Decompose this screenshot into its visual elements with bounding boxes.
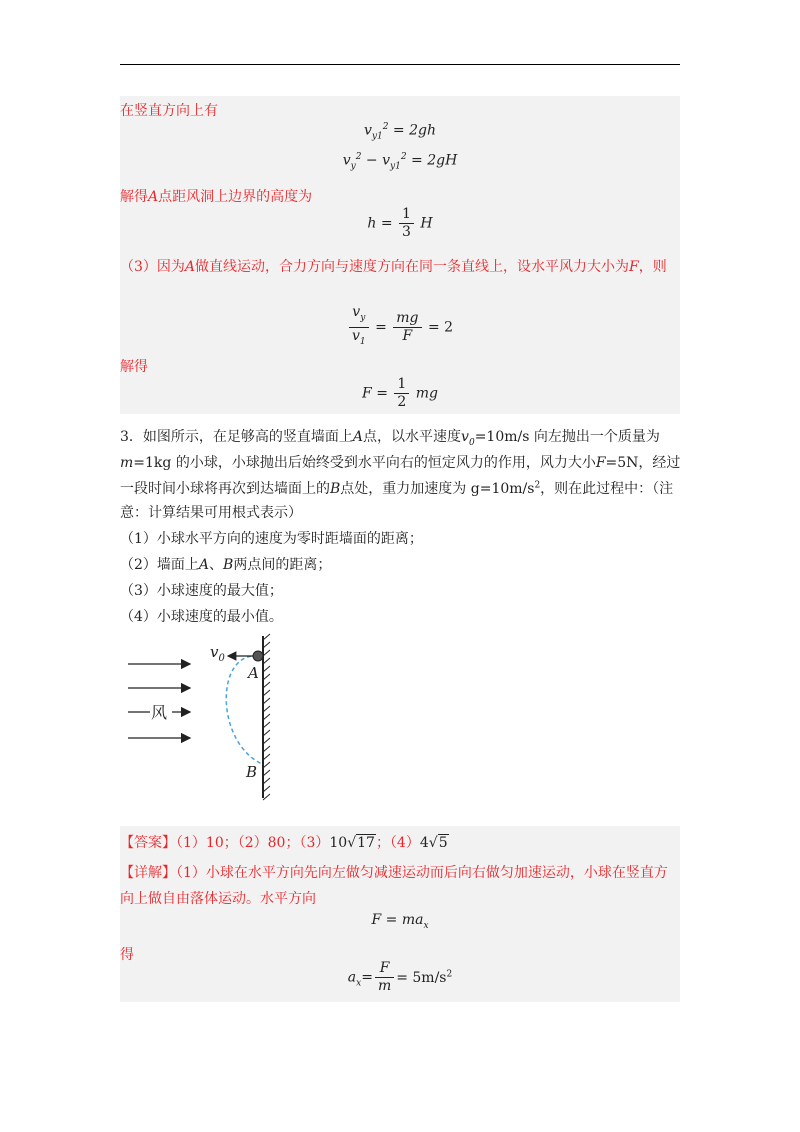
question-part-1: （1）小球水平方向的速度为零时距墙面的距离； bbox=[120, 531, 423, 547]
solution-block-1 bbox=[120, 96, 680, 414]
question-part-4: （4）小球速度的最小值。 bbox=[120, 609, 283, 625]
text-vertical-direction: 在竖直方向上有 bbox=[120, 103, 218, 119]
text-solve: 解得 bbox=[120, 359, 148, 375]
point-b-label: B bbox=[246, 763, 258, 781]
header-rule bbox=[120, 64, 680, 65]
question-line-2: m=1kg 的小球，小球抛出后始终受到水平向右的恒定风力的作用，风力大小F=5N，经过 bbox=[120, 455, 681, 471]
wall-hatching bbox=[263, 634, 270, 800]
equation-3: h = $\frac{1}{3}$ H bbox=[367, 206, 433, 240]
question-part-2: （2）墙面上A、B两点间的距离； bbox=[120, 557, 332, 573]
ball bbox=[253, 651, 263, 661]
v0-label: $v_0$ bbox=[210, 643, 225, 664]
question-line-1: 3．如图所示，在足够高的竖直墙面上A点，以水平速度$v_0=10m/s$ 向左抛出一个质量为 bbox=[120, 429, 660, 448]
equation-6: $F = ma_x$ bbox=[371, 912, 429, 931]
point-a-label: A bbox=[248, 664, 259, 682]
equation-4: $\frac{v_y}{v_1}$ = $\frac{mg}{F}$ = 2 bbox=[120, 304, 680, 351]
detail-line-1: 【详解】（1）小球在水平方向先向左做匀减速运动而后向右做匀加速运动，小球在竖直方 bbox=[120, 865, 668, 881]
question-line-4: 意：计算结果可用根式表示） bbox=[120, 505, 302, 521]
equation-5: F = $\frac{1}{2}$ mg bbox=[362, 376, 438, 410]
question-line-3: 一段时间小球将再次到达墙面上的B点处，重力加速度为 $g=10m/s^2$，则在此过程中：（注 bbox=[120, 480, 674, 497]
physics-figure bbox=[120, 632, 300, 802]
question-part-3: （3）小球速度的最大值； bbox=[120, 583, 283, 599]
detail-line-2: 向上做自由落体运动。水平方向 bbox=[120, 891, 316, 907]
detail-line-3: 得 bbox=[120, 947, 134, 963]
text-part3: （3）因为A做直线运动，合力方向与速度方向在同一条直线上，设水平风力大小为F，则 bbox=[120, 259, 667, 275]
answer-line: 【答案】（1）10；（2）80；（3）10√17；（4）4√5 bbox=[120, 835, 448, 851]
solution-block-2 bbox=[120, 826, 680, 1002]
text-solve-height: 解得A点距风洞上边界的高度为 bbox=[120, 189, 313, 205]
wind-label: 风 bbox=[151, 703, 168, 722]
equation-1: $v_{y1}^2 = 2gh$ bbox=[363, 122, 436, 142]
equation-2: $v_y^2 - v_{y1}^2 = 2gH$ bbox=[342, 152, 458, 172]
equation-7: $a_x=$ $\frac{F}{m}$ = $5m/s^2$ bbox=[347, 960, 453, 994]
